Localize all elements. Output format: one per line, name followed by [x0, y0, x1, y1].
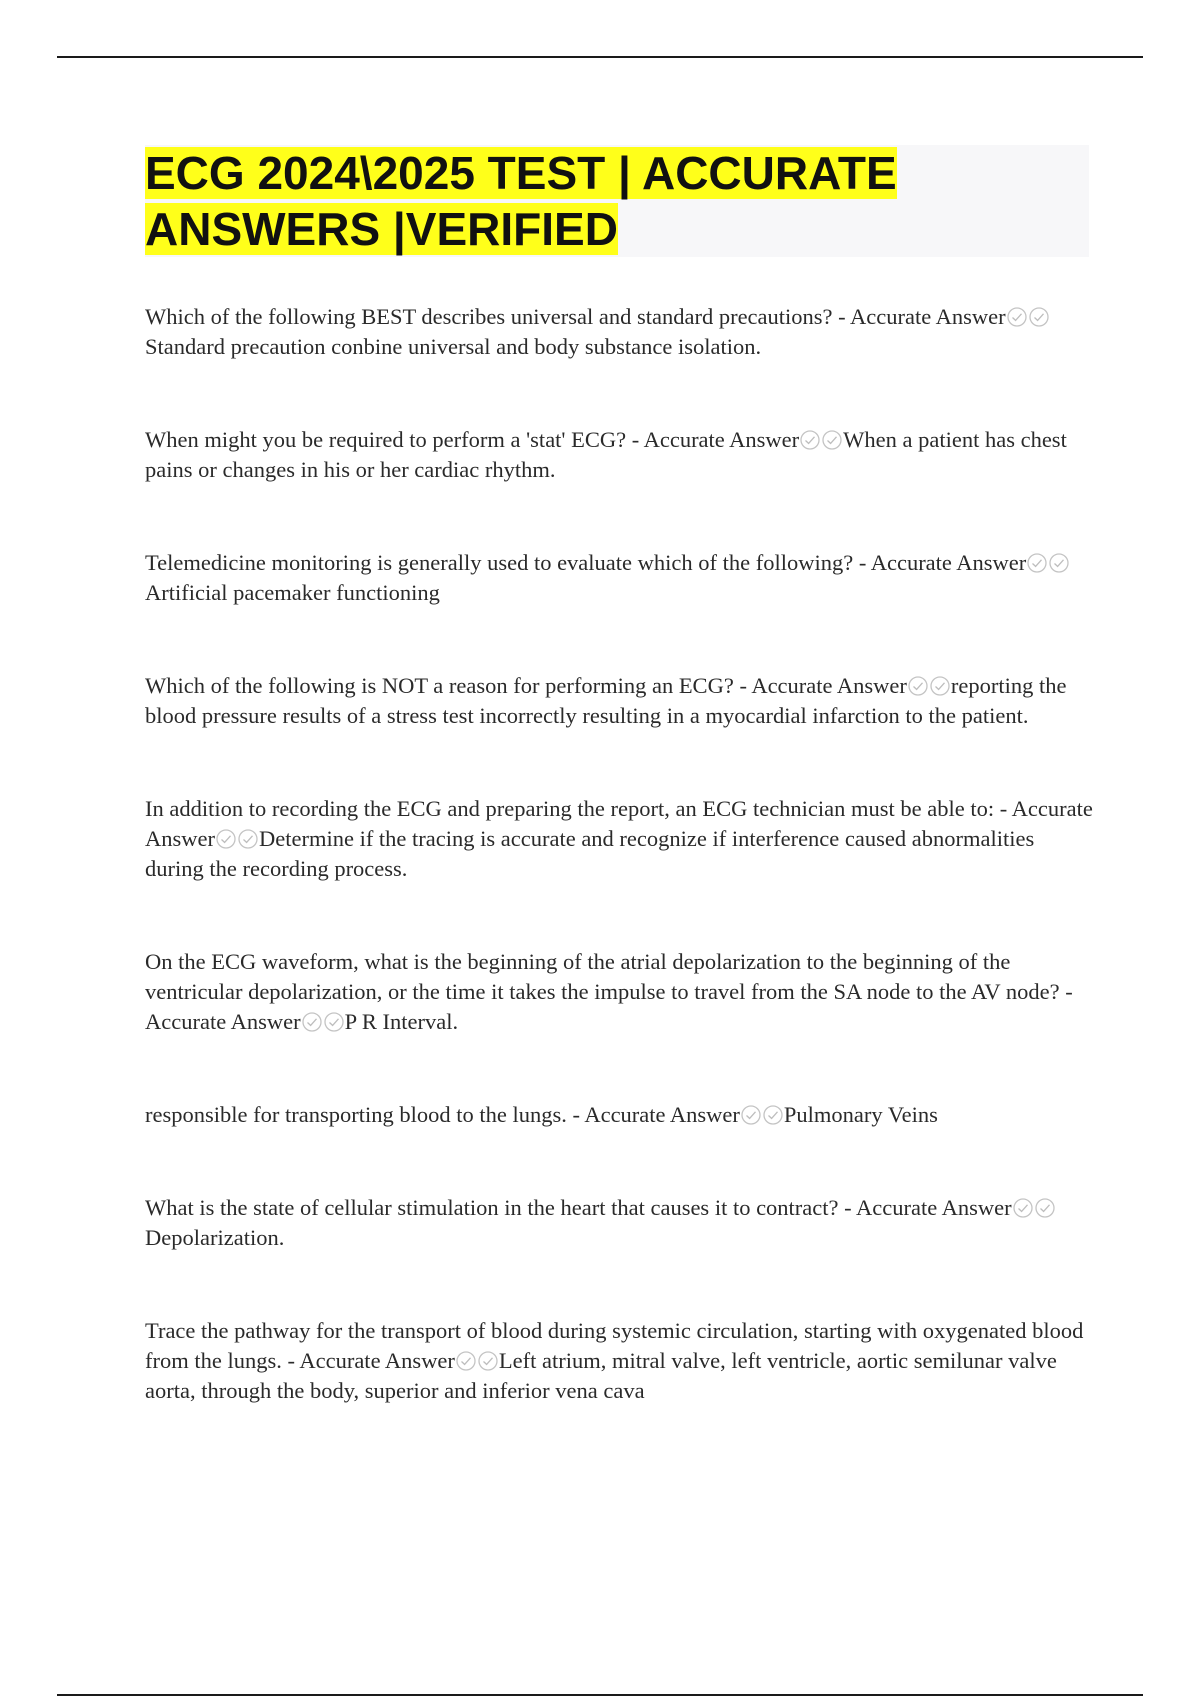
- question-text: responsible for transporting blood to the lungs.: [145, 1102, 567, 1127]
- answer-label: - Accurate Answer: [626, 427, 800, 452]
- check-circle-icon: [477, 1350, 499, 1372]
- check-circle-icon: [323, 1011, 345, 1033]
- question-text: In addition to recording the ECG and preparing the report, an ECG technician must be able to:: [145, 796, 995, 821]
- qa-list: [145, 302, 1095, 1469]
- answer-text: Left atrium, mitral valve, left ventricle, aortic semilunar valve aorta, through the body, superior and inferior vena cava: [145, 1348, 1057, 1403]
- answer-label: - Accurate Answer: [145, 979, 1073, 1034]
- answer-label: - Accurate Answer: [832, 304, 1006, 329]
- question-text: Trace the pathway for the transport of blood during systemic circulation, starting with oxygenated blood from the lungs.: [145, 1318, 1084, 1373]
- qa-item: [145, 425, 1095, 485]
- qa-item: [145, 548, 1095, 608]
- question-text: Which of the following is NOT a reason for performing an ECG?: [145, 673, 734, 698]
- answer-label: - Accurate Answer: [145, 796, 1093, 851]
- answer-label: - Accurate Answer: [566, 1102, 740, 1127]
- answer-text: Pulmonary Veins: [783, 1102, 938, 1127]
- check-circle-icon: [821, 429, 843, 451]
- qa-item: [145, 302, 1095, 362]
- answer-label: - Accurate Answer: [838, 1195, 1012, 1220]
- check-circle-icon: [237, 828, 259, 850]
- answer-text: reporting the blood pressure results of a stress test incorrectly resulting in a myocardial infarction to the patient.: [145, 673, 1067, 728]
- answer-text: When a patient has chest pains or changes in his or her cardiac rhythm.: [145, 427, 1067, 482]
- question-text: What is the state of cellular stimulation in the heart that causes it to contract?: [145, 1195, 839, 1220]
- bottom-rule: [57, 1694, 1143, 1696]
- qa-item: [145, 1316, 1095, 1406]
- check-circle-icon: [799, 429, 821, 451]
- check-circle-icon: [1012, 1197, 1034, 1219]
- answer-text: Determine if the tracing is accurate and recognize if interference caused abnormalities during the recording process.: [145, 826, 1035, 881]
- title-block: [145, 145, 1089, 257]
- qa-item: [145, 794, 1095, 884]
- question-text: On the ECG waveform, what is the beginning of the atrial depolarization to the beginning of the ventricular depolarization, or the time it takes the impulse to travel from the SA node to the AV node?: [145, 949, 1060, 1004]
- check-circle-icon: [1026, 552, 1048, 574]
- page-title: [145, 145, 1089, 257]
- check-circle-icon: [455, 1350, 477, 1372]
- check-circle-icon: [907, 675, 929, 697]
- top-rule: [57, 56, 1143, 58]
- qa-item: [145, 1193, 1095, 1253]
- title-highlight: ECG 2024\2025 TEST | ACCURATE ANSWERS |VERIFIED: [145, 147, 897, 255]
- check-circle-icon: [740, 1104, 762, 1126]
- answer-text: P R Interval.: [344, 1009, 459, 1034]
- check-circle-icon: [1034, 1197, 1056, 1219]
- answer-label: - Accurate Answer: [281, 1348, 455, 1373]
- answer-label: - Accurate Answer: [853, 550, 1027, 575]
- check-circle-icon: [762, 1104, 784, 1126]
- check-circle-icon: [1048, 552, 1070, 574]
- question-text: Telemedicine monitoring is generally used to evaluate which of the following?: [145, 550, 854, 575]
- qa-item: [145, 1100, 1095, 1130]
- check-circle-icon: [301, 1011, 323, 1033]
- check-circle-icon: [215, 828, 237, 850]
- answer-text: Standard precaution conbine universal and body substance isolation.: [145, 334, 762, 359]
- answer-text: Artificial pacemaker functioning: [145, 580, 440, 605]
- answer-label: - Accurate Answer: [733, 673, 907, 698]
- check-circle-icon: [1028, 306, 1050, 328]
- qa-item: [145, 671, 1095, 731]
- check-circle-icon: [929, 675, 951, 697]
- qa-item: [145, 947, 1095, 1037]
- question-text: Which of the following BEST describes universal and standard precautions?: [145, 304, 833, 329]
- check-circle-icon: [1006, 306, 1028, 328]
- answer-text: Depolarization.: [145, 1225, 285, 1250]
- question-text: When might you be required to perform a 'stat' ECG?: [145, 427, 627, 452]
